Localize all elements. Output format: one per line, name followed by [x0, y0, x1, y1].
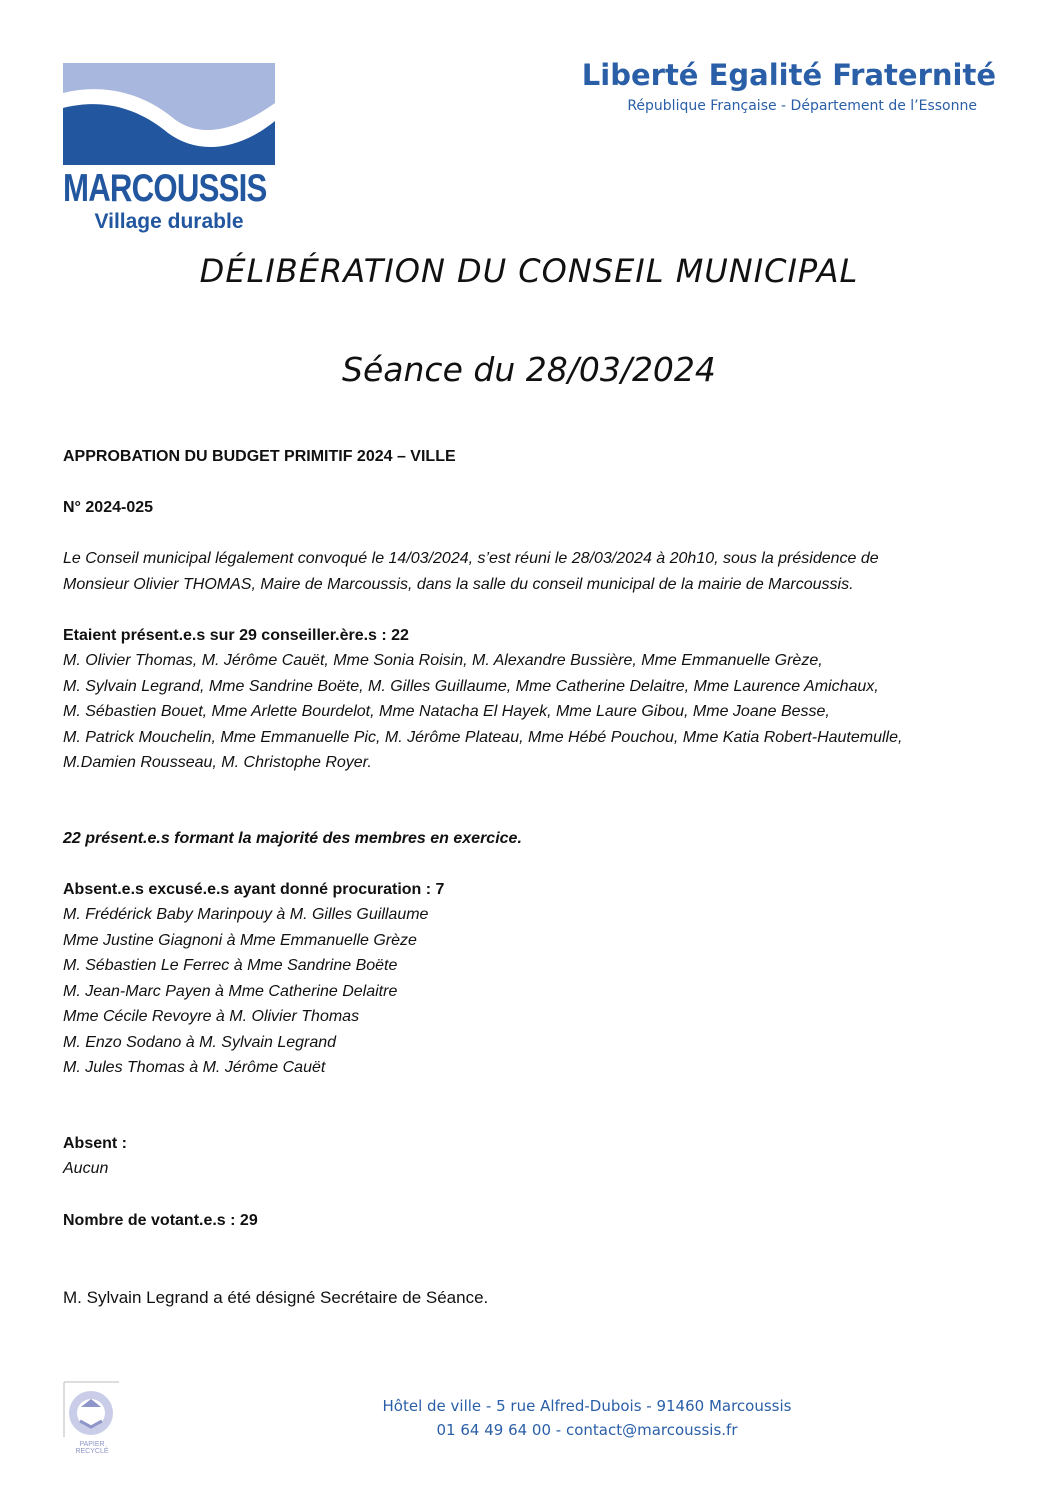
proxy-line: M. Frédérick Baby Marinpouy à M. Gilles Guillaume — [63, 906, 429, 923]
secretary-statement: M. Sylvain Legrand a été désigné Secrétaire de Séance. — [63, 1288, 489, 1307]
absent-value: Aucun — [63, 1160, 109, 1177]
majority-statement: 22 présent.e.s formant la majorité des membres en exercice. — [63, 830, 522, 847]
deliberation-number: N° 2024-025 — [63, 499, 154, 516]
absent-heading: Absent : — [63, 1135, 127, 1152]
present-line: M.Damien Rousseau, M. Christophe Royer. — [63, 754, 372, 771]
footer-address: Hôtel de ville - 5 rue Alfred-Dubois - 91460 Marcoussis — [382, 1397, 792, 1415]
proxy-line: M. Enzo Sodano à M. Sylvain Legrand — [63, 1033, 337, 1051]
session-date: Séance du 28/03/2024 — [342, 350, 716, 389]
intro-line: Monsieur Olivier THOMAS, Maire de Marcoussis, dans la salle du conseil municipal de la mairie de Marcoussis. — [63, 575, 854, 593]
subject-heading: APPROBATION DU BUDGET PRIMITIF 2024 – VILLE — [63, 448, 456, 465]
proxy-line: Mme Cécile Revoyre à M. Olivier Thomas — [63, 1008, 360, 1025]
proxy-line: M. Sébastien Le Ferrec à Mme Sandrine Boëte — [63, 957, 398, 974]
proxy-line: M. Jules Thomas à M. Jérôme Cauët — [63, 1059, 326, 1076]
intro-paragraph — [63, 546, 985, 597]
header-subtitle: République Française - Département de l’Essonne — [627, 98, 977, 114]
proxies-heading: Absent.e.s excusé.e.s ayant donné procuration : 7 — [63, 881, 445, 898]
present-list — [63, 648, 985, 776]
present-line: M. Olivier Thomas, M. Jérôme Cauët, Mme Sonia Roisin, M. Alexandre Bussière, Mme Emmanuelle Grèze, — [63, 652, 823, 669]
proxies-list — [63, 902, 985, 1081]
present-line: M. Sébastien Bouet, Mme Arlette Bourdelot, Mme Natacha El Hayek, Mme Laure Gibou, Mme Joane Besse, — [63, 703, 830, 720]
proxy-line: M. Jean-Marc Payen à Mme Catherine Delaitre — [63, 982, 398, 1000]
document-title: DÉLIBÉRATION DU CONSEIL MUNICIPAL — [199, 252, 859, 290]
present-heading: Etaient présent.e.s sur 29 conseiller.ère.s : 22 — [63, 627, 409, 644]
logo-name: MARCOUSSIS — [63, 167, 267, 210]
header-motto: Liberté Egalité Fraternité — [581, 58, 996, 92]
logo-wave-graphic — [63, 63, 275, 173]
present-line: M. Patrick Mouchelin, Mme Emmanuelle Pic, M. Jérôme Plateau, Mme Hébé Pouchou, Mme Katia Robert-Hautemulle, — [63, 728, 903, 746]
footer-contact: 01 64 49 64 00 - contact@marcoussis.fr — [436, 1421, 738, 1439]
proxy-line: Mme Justine Giagnoni à Mme Emmanuelle Grèze — [63, 931, 417, 949]
voters-count: Nombre de votant.e.s : 29 — [63, 1212, 258, 1229]
intro-line: Le Conseil municipal légalement convoqué le 14/03/2024, s’est réuni le 28/03/2024 à 20h10, sous la présidence de — [63, 550, 879, 567]
recycle-label: PAPIER RECYCLÉ — [75, 1441, 109, 1455]
logo-tagline: Village durable — [94, 210, 244, 233]
present-line: M. Sylvain Legrand, Mme Sandrine Boëte, M. Gilles Guillaume, Mme Catherine Delaitre, Mme Laurence Amichaux, — [63, 677, 879, 695]
